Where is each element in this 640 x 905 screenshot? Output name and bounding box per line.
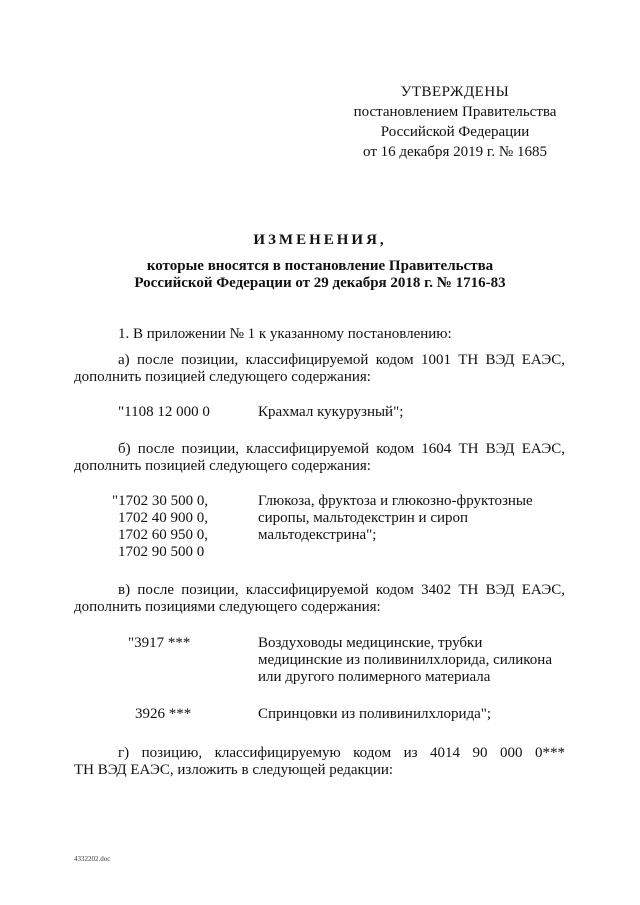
- item-g-line-2: ТН ВЭД ЕАЭС, изложить в следующей редакции:: [74, 762, 394, 778]
- approval-line-1: постановлением Правительства: [353, 104, 557, 120]
- item-v-code-1: "3917 ***: [128, 635, 191, 651]
- item-v-description-2: Спринцовки из поливинилхлорида";: [258, 706, 492, 722]
- document-title: ИЗМЕНЕНИЯ,: [253, 232, 387, 248]
- item-a-code: "1108 12 000 0: [118, 404, 210, 420]
- item-b-code-4: 1702 90 500 0: [118, 544, 205, 560]
- item-b-line-1: б) после позиции, классифицируемой кодом 1604 ТН ВЭД ЕАЭС,: [118, 441, 565, 457]
- item-b-code-1: "1702 30 500 0,: [112, 493, 209, 509]
- item-v-description-1-line-3: или другого полимерного материала: [258, 669, 491, 685]
- document-subtitle-2: Российской Федерации от 29 декабря 2018 г. № 1716-83: [134, 275, 506, 291]
- item-v-line-2: дополнить позициями следующего содержания:: [74, 599, 381, 615]
- item-a-line-1: а) после позиции, классифицируемой кодом 1001 ТН ВЭД ЕАЭС,: [118, 352, 565, 368]
- item-b-code-3: 1702 60 950 0,: [118, 527, 208, 543]
- item-b-description-3: мальтодекстрина";: [258, 527, 377, 543]
- item-b-code-2: 1702 40 900 0,: [118, 510, 208, 526]
- document-subtitle-1: которые вносятся в постановление Правительства: [146, 258, 494, 274]
- item-v-description-1-line-2: медицинские из поливинилхлорида, силикона: [258, 652, 552, 668]
- item-b-description-2: сиропы, мальтодекстрин и сироп: [258, 510, 469, 526]
- approval-line-2: Российской Федерации: [380, 124, 530, 140]
- item-b-line-2: дополнить позицией следующего содержания:: [74, 458, 371, 474]
- item-a-line-2: дополнить позицией следующего содержания:: [74, 369, 371, 385]
- item-v-line-1: в) после позиции, классифицируемой кодом 3402 ТН ВЭД ЕАЭС,: [118, 582, 565, 598]
- approval-block: [340, 82, 570, 162]
- file-reference: 4332202.doc: [74, 855, 111, 863]
- item-b-description-1: Глюкоза, фруктоза и глюкозно-фруктозные: [258, 493, 533, 509]
- item-v-code-2: 3926 ***: [135, 706, 192, 722]
- item-a-description: Крахмал кукурузный";: [258, 404, 404, 420]
- approval-heading: УТВЕРЖДЕНЫ: [400, 84, 510, 100]
- section-intro: 1. В приложении № 1 к указанному постановлению:: [118, 326, 452, 342]
- item-v-description-1-line-1: Воздуховоды медицинские, трубки: [258, 635, 483, 651]
- approval-line-3: от 16 декабря 2019 г. № 1685: [363, 144, 547, 160]
- item-g-line-1: г) позицию, классифицируемую кодом из 4014 90 000 0***: [118, 745, 565, 761]
